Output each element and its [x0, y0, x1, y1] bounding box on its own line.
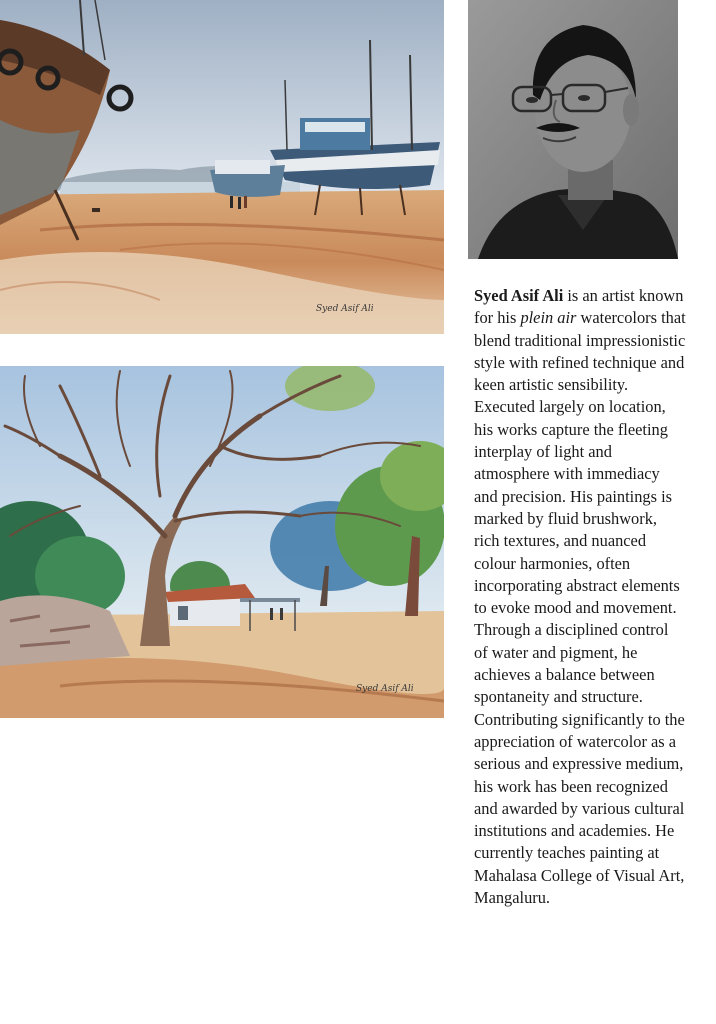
painting-tree-landscape	[0, 366, 444, 718]
tree-signature: Syed Asif Ali	[356, 684, 414, 694]
plein-air-term: plein air	[520, 308, 577, 328]
portrait-image	[468, 0, 678, 259]
tree-painting-image	[0, 366, 444, 718]
boats-painting-image	[0, 0, 444, 334]
bio-text-intro: is an artist known for his	[474, 286, 684, 328]
painting-boats-on-shore	[0, 0, 444, 334]
artist-biography	[474, 285, 686, 909]
artist-name: Syed Asif Ali	[474, 286, 564, 305]
artist-portrait-photo	[468, 0, 678, 259]
bio-text-body: watercolors that blend traditional impressionistic style with refined technique and keen artistic sensibility. Executed largely on location, his works capture the fleeting interplay of light and atmosphere with immediacy and precision. His paintings is marked by fluid brushwork, rich textures, and nuanced colour harmonies, often incorporating abstract elements to evoke mood and movement. Through a disciplined control of water and pigment, he achieves a balance between spontaneity and structure. Contributing significantly to the appreciation of watercolor as a serious and expressive medium, his work has been recognized and awarded by various cultural institutions and academies. He currently teaches painting at Mahalasa College of Visual Art, Mangaluru.	[474, 308, 686, 908]
boats-signature: Syed Asif Ali	[316, 304, 374, 314]
